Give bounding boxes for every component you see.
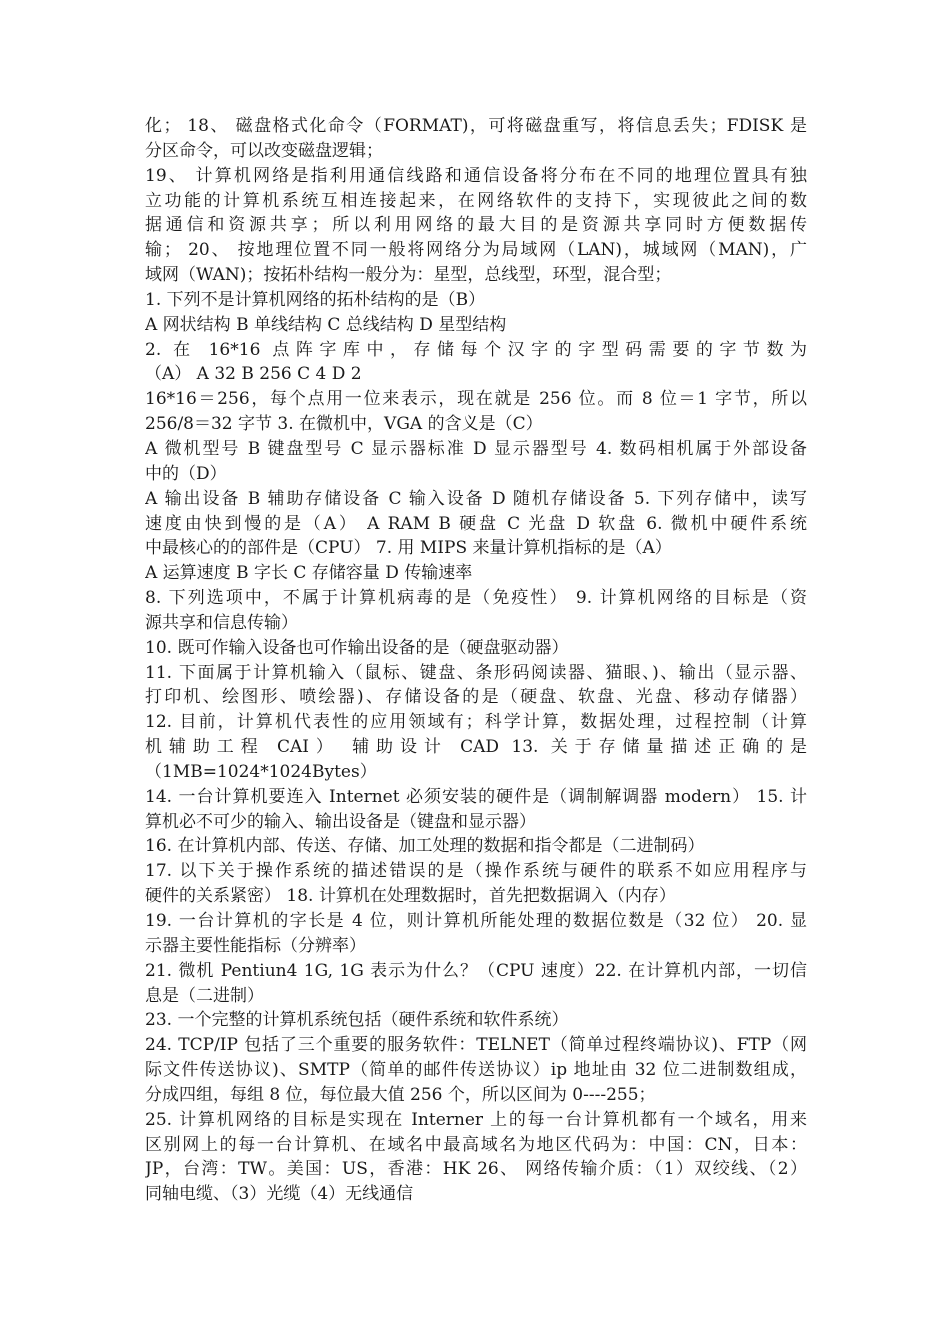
text-line: 16. 在计算机内部、传送、存储、加工处理的数据和指令都是（二进制码） [145, 836, 705, 857]
text-line: 区别网上的每一台计算机、在域名中最高域名为地区代码为：中国：CN，日本： [145, 1134, 807, 1155]
text-line: 24. TCP/IP 包括了三个重要的服务软件：TELNET（简单过程终端协议)、FTP（网 [145, 1035, 807, 1056]
text-line: A 微机型号 B 键盘型号 C 显示器标准 D 显示器型号 4. 数码相机属于外部设备 [145, 438, 807, 459]
text-line: A 运算速度 B 字长 C 存储容量 D 传输速率 [145, 563, 473, 584]
text-line: 中最核心的的部件是（CPU） 7. 用 MIPS 来量计算机指标的是（A） [145, 538, 672, 559]
text-line: 打印机、绘图形、喷绘器)、存储设备的是（硬盘、软盘、光盘、移动存储器） [145, 687, 807, 708]
text-line: 23. 一个完整的计算机系统包括（硬件系统和软件系统） [145, 1010, 569, 1031]
text-line: 示器主要性能指标（分辨率） [145, 935, 366, 956]
text-line: 17. 以下关于操作系统的描述错误的是（操作系统与硬件的联系不如应用程序与 [145, 861, 807, 882]
text-line: 机辅助工程 CAI） 辅助设计 CAD 13. 关于存储量描述正确的是 [145, 737, 807, 758]
text-line: 16*16＝256，每个点用一位来表示，现在就是 256 位。而 8 位＝1 字节，所以 [145, 389, 807, 410]
text-line: 息是（二进制） [145, 985, 264, 1006]
text-line: A 输出设备 B 辅助存储设备 C 输入设备 D 随机存储设备 5. 下列存储中，读写 [145, 488, 807, 509]
text-line: 输； 20、 按地理位置不同一般将网络分为局域网（LAN)，城域网（MAN)，广 [145, 240, 807, 261]
text-line: 19. 一台计算机的字长是 4 位，则计算机所能处理的数据位数是（32 位） 20. 显 [145, 911, 807, 931]
text-line: 25. 计算机网络的目标是实现在 Interner 上的每一台计算机都有一个域名，用来 [145, 1109, 807, 1130]
text-line: 256/8＝32 字节 3. 在微机中，VGA 的含义是（C） [145, 414, 543, 435]
text-line: 据通信和资源共享；所以利用网络的最大目的是资源共享同时方便数据传 [145, 215, 807, 236]
text-line: 立功能的计算机系统互相连接起来，在网络软件的支持下，实现彼此之间的数 [145, 190, 807, 211]
text-line: 19、 计算机网络是指利用通信线路和通信设备将分布在不同的地理位置具有独 [145, 165, 807, 186]
text-line: 8. 下列选项中，不属于计算机病毒的是（免疫性） 9. 计算机网络的目标是（资 [145, 588, 807, 609]
text-line: 分成四组，每组 8 位，每位最大值 256 个，所以区间为 0----255； [145, 1084, 656, 1105]
text-line: 14. 一台计算机要连入 Internet 必须安装的硬件是（调制解调器 modern） 15. 计 [145, 786, 807, 807]
text-line: 10. 既可作输入设备也可作输出设备的是（硬盘驱动器） [145, 637, 569, 658]
text-line: 硬件的关系紧密） 18. 计算机在处理数据时，首先把数据调入（内存） [145, 886, 676, 907]
text-line: 2. 在 16*16 点阵字库中，存储每个汉字的字型码需要的字节数为 [145, 339, 807, 360]
text-line: （A） A 32 B 256 C 4 D 2 [145, 364, 362, 385]
text-line: 化； 18、 磁盘格式化命令（FORMAT)，可将磁盘重写，将信息丢失；FDISK 是 [145, 116, 807, 136]
text-line: 同轴电缆、（3）光缆（4）无线通信 [145, 1184, 414, 1205]
document-body [145, 114, 807, 1207]
text-line: 源共享和信息传输） [145, 612, 298, 633]
text-line: 中的（D） [145, 463, 227, 484]
text-line: 速度由快到慢的是（A） A RAM B 硬盘 C 光盘 D 软盘 6. 微机中硬件系统 [145, 513, 807, 534]
text-line: 12. 目前，计算机代表性的应用领域有；科学计算，数据处理，过程控制（计算 [145, 712, 807, 733]
text-line: 1. 下列不是计算机网络的拓朴结构的是（B） [145, 289, 486, 310]
text-line: 际文件传送协议)、SMTP（简单的邮件传送协议）ip 地址由 32 位二进制数组成， [145, 1060, 807, 1081]
text-line: JP，台湾：TW。美国：US，香港：HK 26、 网络传输介质：（1）双绞线、（2） [145, 1159, 807, 1180]
text-line: 算机必不可少的输入、输出设备是（键盘和显示器） [145, 811, 536, 832]
text-line: 分区命令，可以改变磁盘逻辑； [145, 140, 383, 161]
text-line: 21. 微机 Pentiun4 1G, 1G 表示为什么？（CPU 速度）22. 在计算机内部，一切信 [145, 960, 807, 981]
text-line: 域网（WAN)；按拓朴结构一般分为：星型，总线型，环型，混合型； [145, 265, 672, 286]
text-line: A 网状结构 B 单线结构 C 总线结构 D 星型结构 [145, 314, 507, 335]
text-line: 11. 下面属于计算机输入（鼠标、键盘、条形码阅读器、猫眼、)、输出（显示器、 [145, 662, 807, 683]
text-line: （1MB=1024*1024Bytes） [145, 761, 377, 782]
